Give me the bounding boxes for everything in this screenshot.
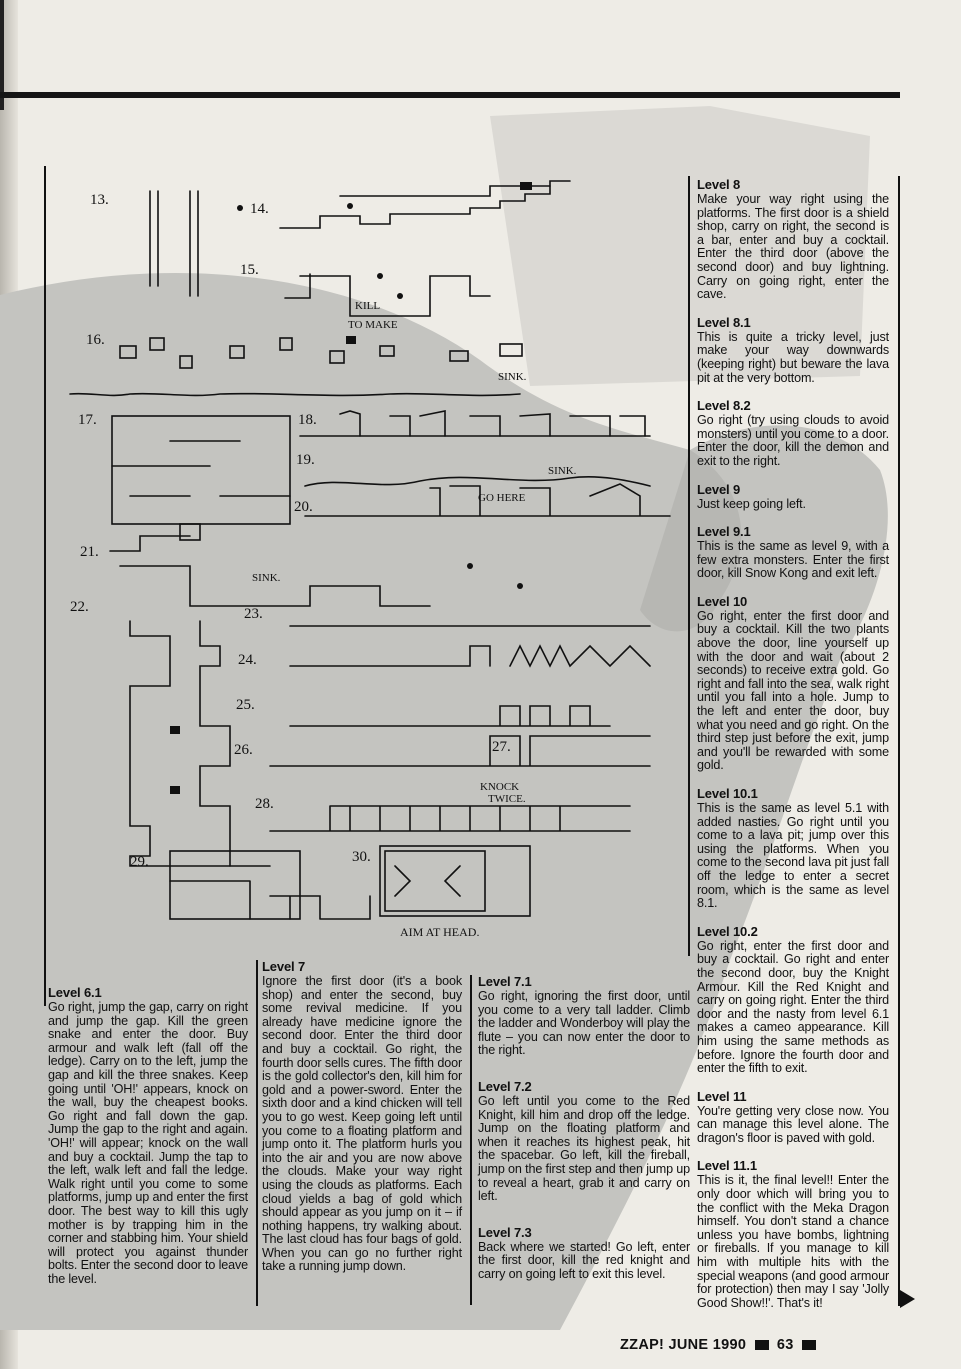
level-text: This is quite a tricky level, just make your way downwards (keeping right) but beware the lava pit at the very bottom. [697, 329, 889, 385]
level-heading: Level 10.1 [697, 786, 758, 801]
map-annotation: KILL [355, 300, 381, 312]
map-label: 23. [244, 606, 263, 622]
map-label: 21. [80, 544, 99, 560]
maps-frame-left [44, 166, 46, 1006]
level-heading: Level 8.1 [697, 314, 751, 330]
map-label: 29. [130, 854, 149, 870]
level-entry [697, 1159, 889, 1310]
level-text: Go right, enter the first door and buy a cocktail. Go right and enter the second door, buy the Knight Armour. Kill the Red Knight and carry on going right. Enter the third door and the nasty from level 6.1 makes a cameo appearance. Kill him using the same methods as before. Ignore the fourth door and enter the fifth to exit. [697, 938, 889, 1076]
map-annotation: TWICE. [488, 793, 526, 805]
level-entry [478, 1226, 690, 1282]
map-label: 17. [78, 412, 97, 428]
footer-block-icon [802, 1340, 816, 1350]
level-entry [478, 975, 690, 1058]
text-column-2 [262, 960, 462, 1288]
level-heading: Level 10.2 [697, 923, 758, 939]
level-heading: Level 9.1 [697, 524, 751, 540]
map-label: 18. [298, 412, 317, 428]
text-column-1 [48, 986, 248, 1300]
level-entry [697, 483, 889, 512]
map-label: 25. [236, 697, 255, 713]
level-heading: Level 11.1 [697, 1158, 757, 1174]
map-label: 19. [296, 452, 315, 468]
level-heading: Level 7 [262, 959, 306, 974]
map-label: 24. [238, 652, 257, 668]
map-annotation: SINK. [548, 465, 577, 477]
page-footer [620, 1337, 820, 1353]
text-column-3 [478, 975, 690, 1296]
level-entry [697, 925, 889, 1076]
level-entry [697, 399, 889, 468]
level-text: Make your way right using the platforms. The first door is a shield shop, carry on right, the second is a bar, enter and buy a cocktail. Enter the third door (above the second door) and buy lightning. Carry on going right, enter the cave. [697, 192, 889, 302]
map-annotation: SINK. [252, 572, 281, 584]
level-text: Go right, jump the gap, carry on right and jump the gap. Kill the green snake and enter the door. Buy armour and walk left (fall off the ledge). Carry on to the left, jump the gap and kill the three snakes. Keep going until 'OH!' appears, knock on the wall, buy the cheapest books. Go right and fall down the gap. Jump the gap to the right and again. 'OH!' will appear; knock on the wall and buy a cocktail. Jump the tap to the left, walk left and fall the ledge. Walk right until you come to some platforms, jump up and enter the first door. The best way to kill this ugly mother is by trapping him in the corner and stabbing him. Your shield will protect you against thunder bolts. Enter the second door to leave the level. [48, 1000, 248, 1286]
column-divider-2 [470, 975, 472, 1305]
level-heading: Level 10 [697, 593, 748, 609]
map-label: 13. [90, 192, 109, 208]
map-label: 14. [250, 201, 269, 217]
level-maps-sketches [50, 166, 690, 956]
level-entry [262, 960, 462, 1274]
level-entry [48, 986, 248, 1286]
level-text: Back where we started! Go left, enter the first door, kill the red knight and carry on going left to exit this level. [478, 1239, 690, 1281]
level-text: Ignore the first door (it's a book shop) and enter the second, buy some revival medicine. If you already have medicine ignore the second door. Enter the third door and buy a cocktail. Go right, the fourth door sells cures. The fifth door is the gold collector's den, kill him for gold and a power-sword. Enter the sixth door and a kind chicken will tell you to go west. Keep going left until you come to a floating platform and jump onto it. The platform hurls you into the air and you are now above the clouds. Make your way right using the clouds as platforms. Each cloud yields a bag of gold which should appear as you jump on it – if nothing happens, try walking about. The last cloud has four bags of gold. When you can go no further right take a running jump down. [262, 974, 462, 1274]
column-divider-1 [256, 960, 258, 1306]
level-text: Go right, ignoring the first door, until you come to a very tall ladder. Climb the ladder and Wonderboy will play the flute – you can now enter the door to the right. [478, 989, 690, 1058]
map-annotation: SINK. [498, 371, 527, 383]
map-label: 26. [234, 742, 253, 758]
level-entry [697, 178, 889, 302]
footer-block-icon [755, 1340, 769, 1350]
map-label: 20. [294, 499, 313, 515]
map-annotation: AIM AT HEAD. [400, 925, 480, 939]
map-label: 16. [86, 332, 105, 348]
map-label: 22. [70, 599, 89, 615]
level-entry [697, 1090, 889, 1146]
level-text: Go left until you come to the Red Knight, kill him and drop off the ledge. Jump on the floating platform and when it reaches its highest peak, hit the spacebar. Go left, kill the fireball, jump on the first step and then jump up to reveal a heart, grab it and carry on left. [478, 1093, 690, 1204]
level-heading: Level 9 [697, 481, 741, 497]
map-annotation: KNOCK [480, 781, 520, 793]
level-heading: Level 7.3 [478, 1224, 532, 1240]
right-frame [898, 176, 900, 1306]
level-heading: Level 11 [697, 1088, 747, 1104]
map-annotation: GO HERE [478, 492, 526, 504]
level-entry [478, 1080, 690, 1204]
text-column-4 [697, 178, 889, 1324]
level-heading: Level 7.1 [478, 974, 532, 989]
map-label: 27. [492, 739, 511, 755]
map-label: 28. [255, 796, 274, 812]
level-text: Go right, enter the first door and buy a cocktail. Kill the two plants above the door, line yourself up with the door and wait (about 2 seconds) to receive extra gold. Go right and fall into the sea, walk right until you fall into a hole. Jump to the left and enter the door, buy what you need and go right. On the third step just before the exit, jump and you'll be rewarded with some gold. [697, 608, 889, 773]
level-heading: Level 7.2 [478, 1078, 532, 1094]
level-entry [697, 525, 889, 581]
level-entry [697, 787, 889, 911]
level-entry [697, 316, 889, 385]
level-entry [697, 595, 889, 773]
level-text: Just keep going left. [697, 496, 806, 511]
level-heading: Level 8 [697, 177, 741, 192]
level-text: Go right (try using clouds to avoid monsters) until you come to a door. Enter the door, kill the demon and exit to the right. [697, 413, 889, 468]
level-text: This is the same as level 5.1 with added nasties. Go right until you come to a lava pit; jump over this using the platforms. When you come to the second lava pit just fall off the ledge to enter a secret room, which is the same as level 8.1. [697, 801, 889, 911]
map-label: 30. [352, 849, 371, 865]
map-annotation: TO MAKE [348, 319, 398, 331]
masthead: ZZAP! JUNE 1990 [620, 1337, 747, 1353]
level-heading: Level 8.2 [697, 398, 751, 414]
page-number: 63 [776, 1337, 794, 1353]
level-text: This is it, the final level!! Enter the only door which will bring you to the conflict with the Meka Dragon himself. You don't stand a chance unless you have bombs, lightning or fireballs. If you manage to kill him with multiple hits with the special weapons (and good armour for protection) then may I say 'Jolly Good Show!!'. That's it! [697, 1173, 889, 1310]
map-label: 15. [240, 262, 259, 278]
level-text: This is the same as level 9, with a few extra monsters. Enter the first door, kill Snow Kong and exit left. [697, 539, 889, 581]
level-text: You're getting very close now. You can manage this level alone. The dragon's floor is paved with gold. [697, 1103, 889, 1145]
continue-arrow-icon [900, 1290, 915, 1308]
level-heading: Level 6.1 [48, 985, 102, 1000]
